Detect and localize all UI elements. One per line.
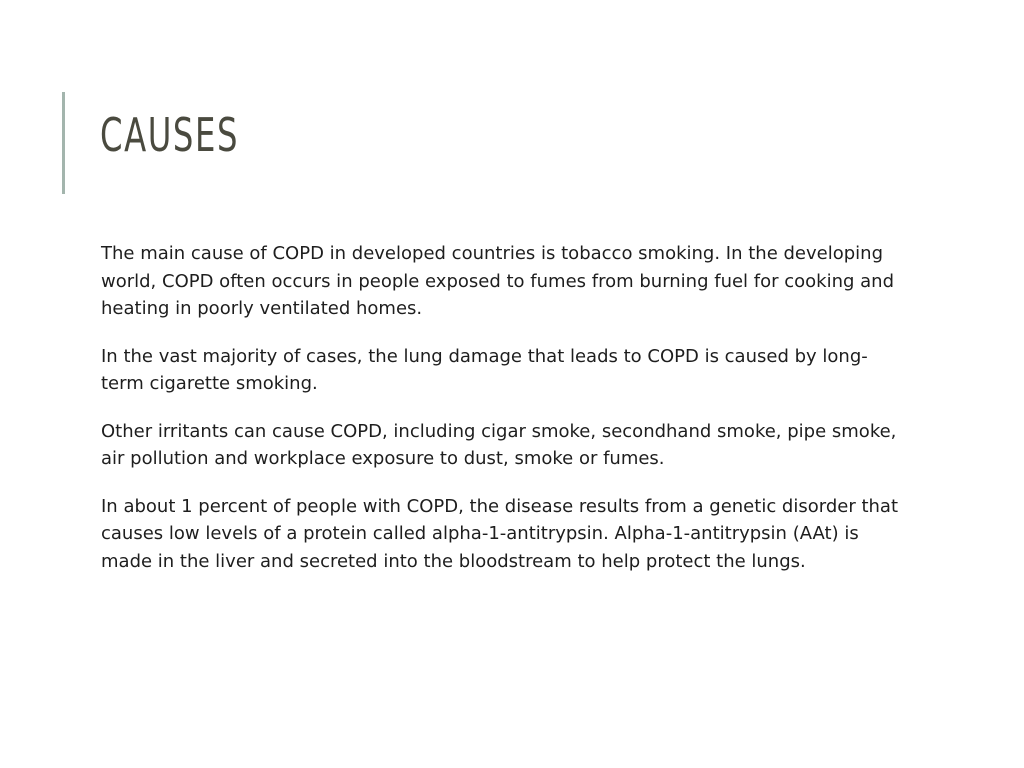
body-paragraph-2: In the vast majority of cases, the lung damage that leads to COPD is caused by long-term cigarette smoking. — [101, 345, 868, 394]
body-paragraph-3: Other irritants can cause COPD, including cigar smoke, secondhand smoke, pipe smoke, air pollution and workplace exposure to dust, smoke or fumes. — [101, 420, 897, 469]
slide-body — [101, 240, 901, 595]
body-paragraph-1: The main cause of COPD in developed countries is tobacco smoking. In the developing world, COPD often occurs in people exposed to fumes from burning fuel for cooking and heating in poorly ventilated homes. — [101, 243, 895, 319]
title-accent-bar — [62, 92, 65, 194]
body-paragraph-4: In about 1 percent of people with COPD, the disease results from a genetic disorder that causes low levels of a protein called alpha-1-antitrypsin. Alpha-1-antitrypsin (AAt) is made in the liver and secreted into the bloodstream to help protect the lungs. — [101, 495, 899, 572]
slide-title: CAUSES — [100, 108, 240, 162]
